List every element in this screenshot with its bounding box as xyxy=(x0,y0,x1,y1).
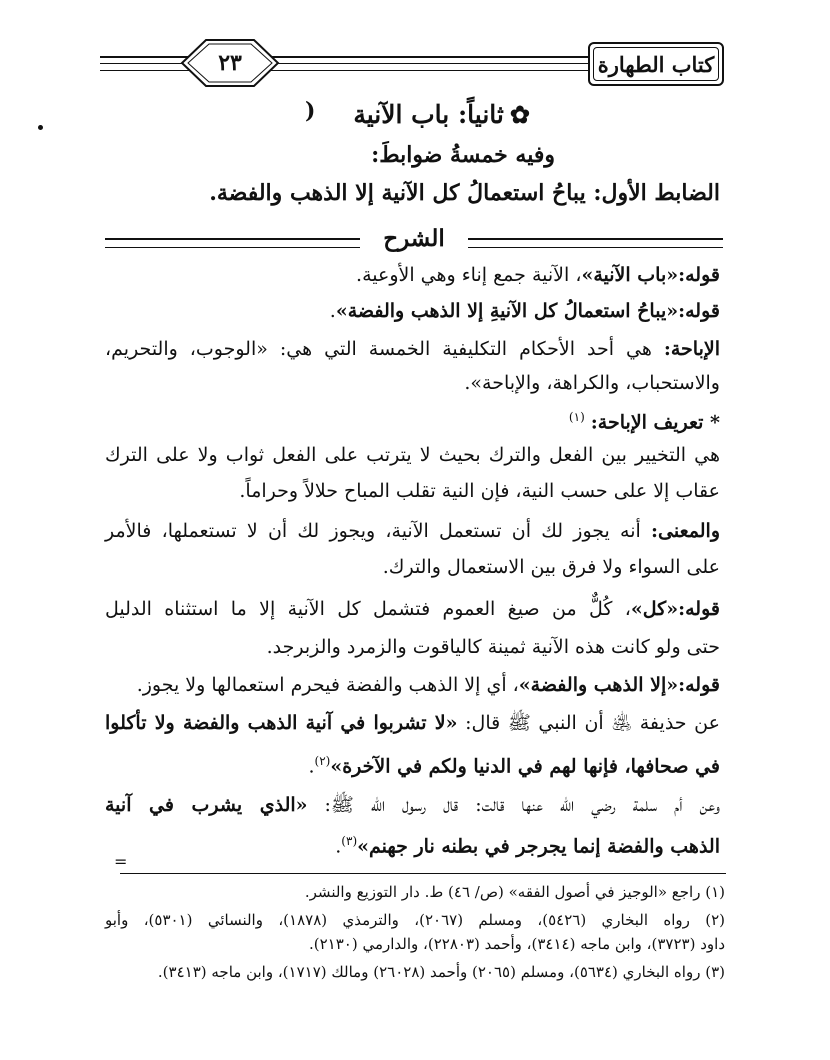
quote-lead: قوله: xyxy=(678,674,720,696)
line-text: . xyxy=(329,300,336,322)
body-line xyxy=(105,334,720,364)
intro-line-2: الضابط الأول: يباحُ استعمالُ كل الآنية إلا الذهب والفضة. xyxy=(209,180,720,206)
header-rule xyxy=(100,63,590,64)
book-title: كتاب الطهارة xyxy=(588,42,724,86)
line-text: ، الآنية جمع إناء وهي الأوعية. xyxy=(356,264,582,286)
quote-text: «إلا الذهب والفضة» xyxy=(518,674,679,696)
line-text: ، أي إلا الذهب والفضة فيحرم استعمالها ولا يجوز. xyxy=(136,674,519,696)
line-text: أنه يجوز لك أن تستعمل الآنية، ويجوز لك أن لا تستعملها، فالأمر xyxy=(105,520,641,542)
section-closing-paren: ) xyxy=(305,98,316,124)
term-lead: الإباحة: xyxy=(663,338,720,360)
line-text: هي أحد الأحكام التكليفية الخمسة التي هي: «الوجوب، والتحريم، xyxy=(105,338,652,360)
divider-rule xyxy=(105,238,360,248)
line-text: ، كُلٌّ من صيغ العموم فتشمل كل الآنية إلا ما استثناه الدليل xyxy=(105,598,631,620)
page-number: ٢٣ xyxy=(218,50,242,76)
stray-dot xyxy=(38,125,43,130)
body-line: حتى ولو كانت هذه الآنية ثمينة كالياقوت والزمرد والزبرجد. xyxy=(266,636,720,658)
body-line xyxy=(330,296,720,326)
footnote-ref: (١) xyxy=(568,410,585,424)
line-text: . xyxy=(335,835,342,858)
quote-lead: قوله: xyxy=(678,300,720,322)
body-line xyxy=(105,708,720,738)
hadith-text: «الذي يشرب في آنية xyxy=(105,794,308,816)
body-line: هي التخيير بين الفعل والترك بحيث لا يترتب على الفعل ثواب ولا على الترك xyxy=(105,444,720,466)
quote-lead: قوله: xyxy=(678,264,720,286)
flower-ornament-icon: ✿ xyxy=(509,100,530,129)
footnote: (١) راجع «الوجيز في أصول الفقه» (ص/ ٤٦) ط. دار التوزيع والنشر. xyxy=(304,883,725,901)
continuation-mark: = xyxy=(114,852,128,871)
footnote: (٣) رواه البخاري (٥٦٣٤)، ومسلم (٢٠٦٥) وأحمد (٢٦٠٢٨) ومالك (١٧١٧)، وابن ماجه (٣٤١٣). xyxy=(157,963,725,981)
footnote: (٢) رواه البخاري (٥٤٢٦)، ومسلم (٢٠٦٧)، والترمذي (١٨٧٨)، والنسائي (٥٣٠١)، وأبو xyxy=(105,911,726,929)
body-line xyxy=(105,594,720,624)
body-line xyxy=(105,516,720,546)
body-line xyxy=(308,746,720,781)
divider-rule xyxy=(468,238,723,248)
footnote: داود (٣٧٢٣)، وابن ماجه (٣٤١٤)، وأحمد (٢٢٨٠٣)، والدارمي (٢١٣٠). xyxy=(309,935,725,953)
header-rule xyxy=(100,56,590,58)
body-line: والاستحباب، والكراهة، والإباحة». xyxy=(464,372,720,394)
body-line xyxy=(335,826,720,861)
section-title xyxy=(353,98,530,132)
quote-text: «باب الآنية» xyxy=(581,264,679,286)
body-line xyxy=(137,670,720,700)
hadith-text: «لا تشربوا في آنية الذهب والفضة ولا تأكلوا xyxy=(105,712,458,734)
hadith-text: الذهب والفضة إنما يجرجر في بطنه نار جهنم» xyxy=(357,835,720,858)
line-text: وعن أم سلمة رضي الله عنها قالت: قال رسول الله ﷺ: xyxy=(324,794,720,816)
subheading: * تعريف الإباحة: xyxy=(590,411,720,434)
body-line xyxy=(105,790,720,820)
quote-lead: قوله: xyxy=(678,598,720,620)
line-text: عن حذيفة ﵁ أن النبي ﷺ قال: xyxy=(465,712,720,734)
footnote-rule xyxy=(120,873,726,874)
hadith-text: في صحافها، فإنها لهم في الدنيا ولكم في الآخرة» xyxy=(330,755,720,778)
line-text: . xyxy=(308,755,315,778)
header-rule xyxy=(100,70,590,71)
sharh-heading: الشرح xyxy=(383,225,445,252)
body-line xyxy=(569,402,720,437)
footnote-ref: (٣) xyxy=(341,834,358,848)
footnote-ref: (٢) xyxy=(314,754,331,768)
intro-line-1: وفيه خمسةُ ضوابطَ: xyxy=(371,142,555,168)
section-title-text: ثانياً: باب الآنية xyxy=(353,100,504,129)
body-line: على السواء ولا فرق بين الاستعمال والترك. xyxy=(382,556,720,578)
body-line: عقاب إلا على حسب النية، فإن النية تقلب المباح حلالاً وحراماً. xyxy=(239,480,720,502)
term-lead: والمعنى: xyxy=(651,520,721,542)
page-number-badge xyxy=(180,38,280,88)
quote-text: «كل» xyxy=(630,598,679,620)
quote-text: «يباحُ استعمالُ كل الآنيةِ إلا الذهب والفضة» xyxy=(335,300,679,322)
body-line xyxy=(356,260,720,290)
